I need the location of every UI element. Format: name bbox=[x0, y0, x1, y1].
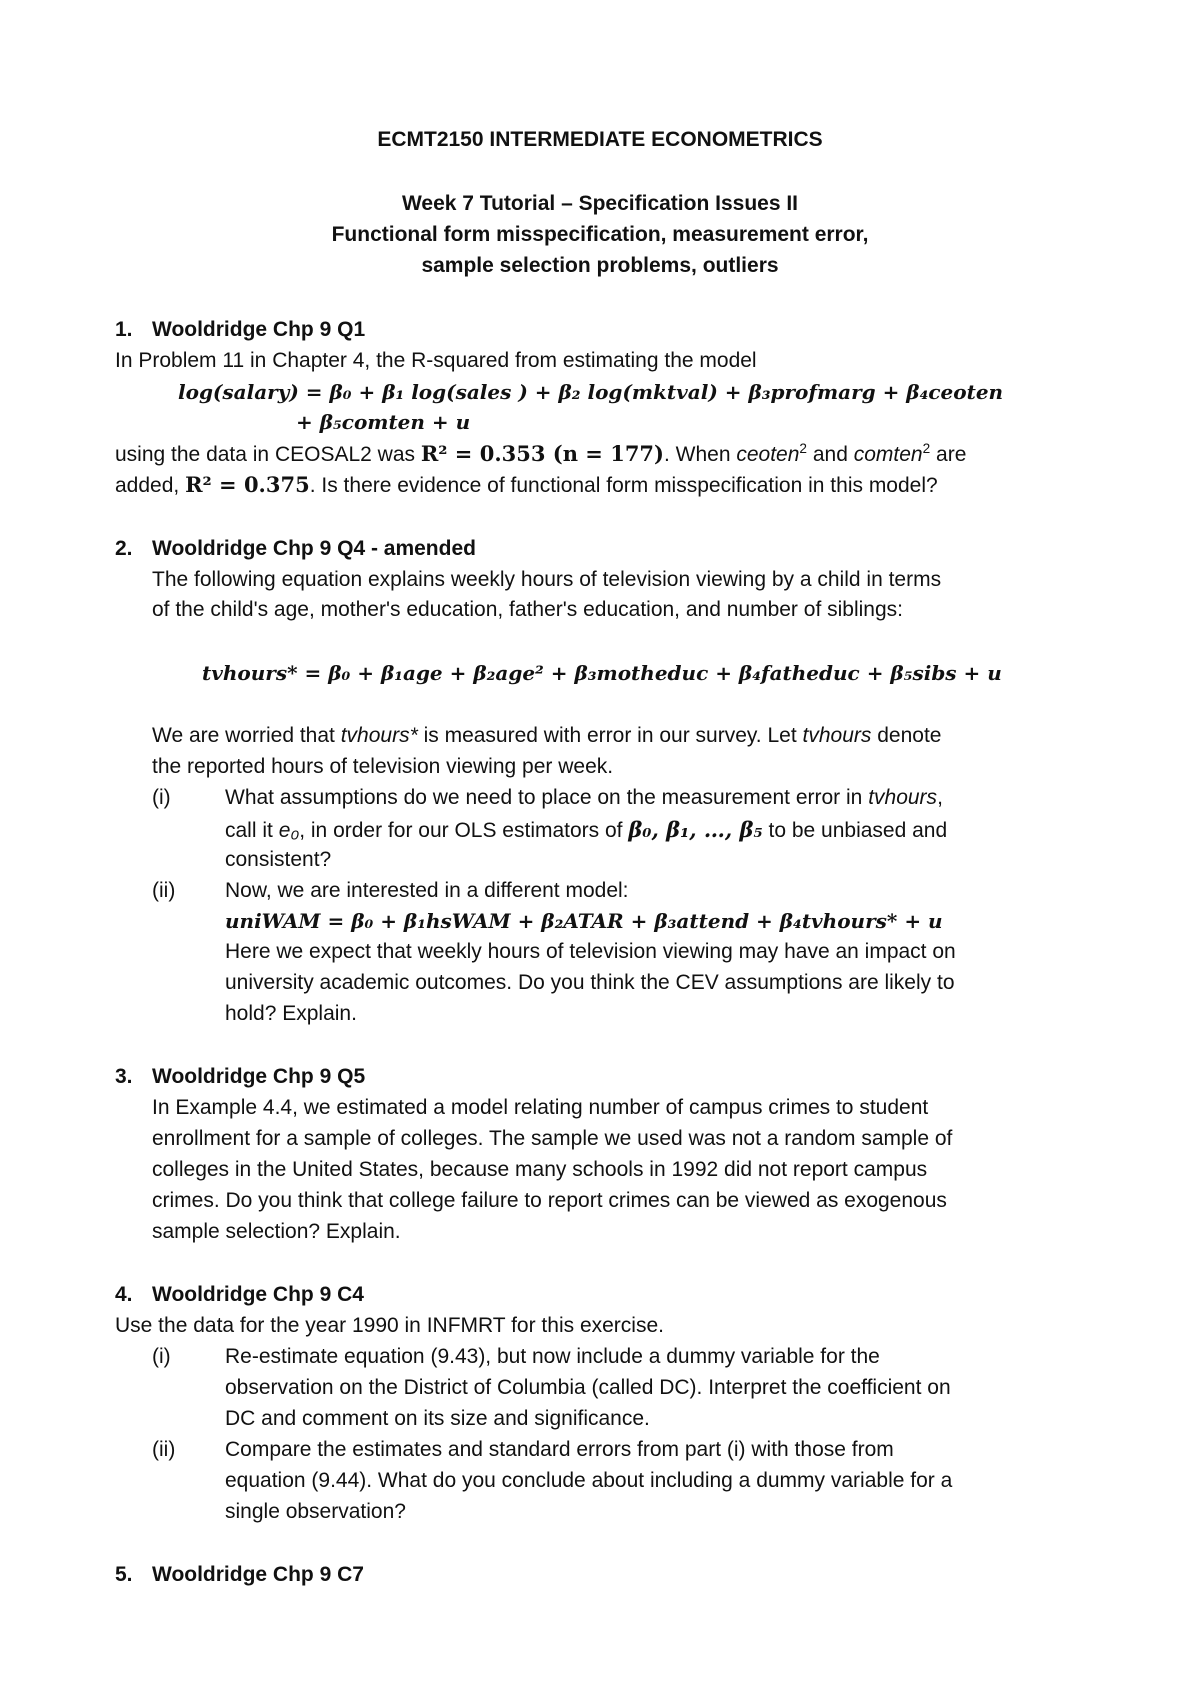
q2-part-i-label: (i) bbox=[152, 786, 171, 809]
q3-number: 3. bbox=[115, 1065, 133, 1088]
q5-number: 5. bbox=[115, 1563, 133, 1586]
q2-part-i-line1: What assumptions do we need to place on the measurement error in tvhours, bbox=[225, 786, 943, 809]
q2-worry-line1: We are worried that tvhours* is measured with error in our survey. Let tvhours denote bbox=[152, 724, 942, 747]
q2-part-ii-line4: hold? Explain. bbox=[225, 1002, 357, 1025]
q2-part-ii-label: (ii) bbox=[152, 879, 176, 902]
q3-line3: colleges in the United States, because many schools in 1992 did not report campus bbox=[152, 1158, 928, 1181]
q4-part-i-label: (i) bbox=[152, 1345, 171, 1368]
q4-intro: Use the data for the year 1990 in INFMRT for this exercise. bbox=[115, 1314, 664, 1337]
q3-line5: sample selection? Explain. bbox=[152, 1220, 401, 1243]
document-subtitle-line3: sample selection problems, outliers bbox=[421, 254, 779, 277]
q1-equation-line1: log(salary) = β₀ + β₁ log(sales ) + β₂ log(mktval) + β₃profmarg + β₄ceoten bbox=[178, 380, 1004, 404]
q4-part-i-line2: observation on the District of Columbia (called DC). Interpret the coefficient on bbox=[225, 1376, 951, 1399]
q1-text-line1: using the data in CEOSAL2 was R² = 0.353 (n = 177). When ceoten$^2$ and comten$^2$ are bbox=[115, 441, 967, 466]
q4-part-ii-line1: Compare the estimates and standard errors from part (i) with those from bbox=[225, 1438, 894, 1461]
q1-r2-value: R² = 0.353 (n = 177) bbox=[420, 441, 664, 466]
q3-heading: Wooldridge Chp 9 Q5 bbox=[152, 1065, 366, 1088]
q2-paragraph-line1: The following equation explains weekly hours of television viewing by a child in terms bbox=[152, 568, 942, 591]
q1-r2-value-added: R² = 0.375 bbox=[185, 472, 310, 497]
q4-part-ii-line2: equation (9.44). What do you conclude about including a dummy variable for a bbox=[225, 1469, 953, 1492]
document-title: ECMT2150 INTERMEDIATE ECONOMETRICS bbox=[377, 128, 823, 151]
q1-equation-line2: + β₅comten + u bbox=[296, 410, 471, 434]
q4-heading: Wooldridge Chp 9 C4 bbox=[152, 1283, 364, 1306]
q4-part-i-line1: Re-estimate equation (9.43), but now include a dummy variable for the bbox=[225, 1345, 880, 1368]
q2-part-ii-line2: Here we expect that weekly hours of television viewing may have an impact on bbox=[225, 940, 956, 963]
q1-heading: Wooldridge Chp 9 Q1 bbox=[152, 318, 366, 341]
q3-line2: enrollment for a sample of colleges. The sample we used was not a random sample of bbox=[152, 1127, 953, 1150]
q1-number: 1. bbox=[115, 318, 133, 341]
q4-number: 4. bbox=[115, 1283, 133, 1306]
q4-part-i-line3: DC and comment on its size and significance. bbox=[225, 1407, 650, 1430]
q2-number: 2. bbox=[115, 537, 133, 560]
q2-part-ii-equation: uniWAM = β₀ + β₁hsWAM + β₂ATAR + β₃attend + β₄tvhours* + u bbox=[225, 909, 943, 933]
q2-part-ii-line1: Now, we are interested in a different model: bbox=[225, 879, 629, 902]
q2-heading: Wooldridge Chp 9 Q4 - amended bbox=[152, 537, 476, 560]
q2-part-i-line2: call it e₀, in order for our OLS estimators of β₀, β₁, …, β₅ to be unbiased and bbox=[225, 817, 948, 842]
q4-part-ii-line3: single observation? bbox=[225, 1500, 406, 1523]
document-subtitle-line2: Functional form misspecification, measurement error, bbox=[331, 223, 869, 246]
q3-line4: crimes. Do you think that college failure to report crimes can be viewed as exogenous bbox=[152, 1189, 947, 1212]
q2-equation: tvhours* = β₀ + β₁age + β₂age² + β₃motheduc + β₄fatheduc + β₅sibs + u bbox=[202, 661, 1002, 685]
q2-paragraph-line2: of the child's age, mother's education, father's education, and number of siblings: bbox=[152, 598, 903, 621]
q2-worry-line2: the reported hours of television viewing per week. bbox=[152, 755, 614, 778]
q4-part-ii-label: (ii) bbox=[152, 1438, 176, 1461]
document-subtitle: Week 7 Tutorial – Specification Issues II bbox=[401, 192, 799, 215]
q1-intro: In Problem 11 in Chapter 4, the R-squared from estimating the model bbox=[115, 349, 757, 372]
q5-heading: Wooldridge Chp 9 C7 bbox=[152, 1563, 364, 1586]
q2-part-ii-line3: university academic outcomes. Do you think the CEV assumptions are likely to bbox=[225, 971, 955, 994]
q1-text-line2: added, R² = 0.375. Is there evidence of functional form misspecification in this model? bbox=[115, 472, 938, 497]
q3-line1: In Example 4.4, we estimated a model relating number of campus crimes to student bbox=[152, 1096, 929, 1119]
q2-part-i-line3: consistent? bbox=[225, 848, 332, 871]
